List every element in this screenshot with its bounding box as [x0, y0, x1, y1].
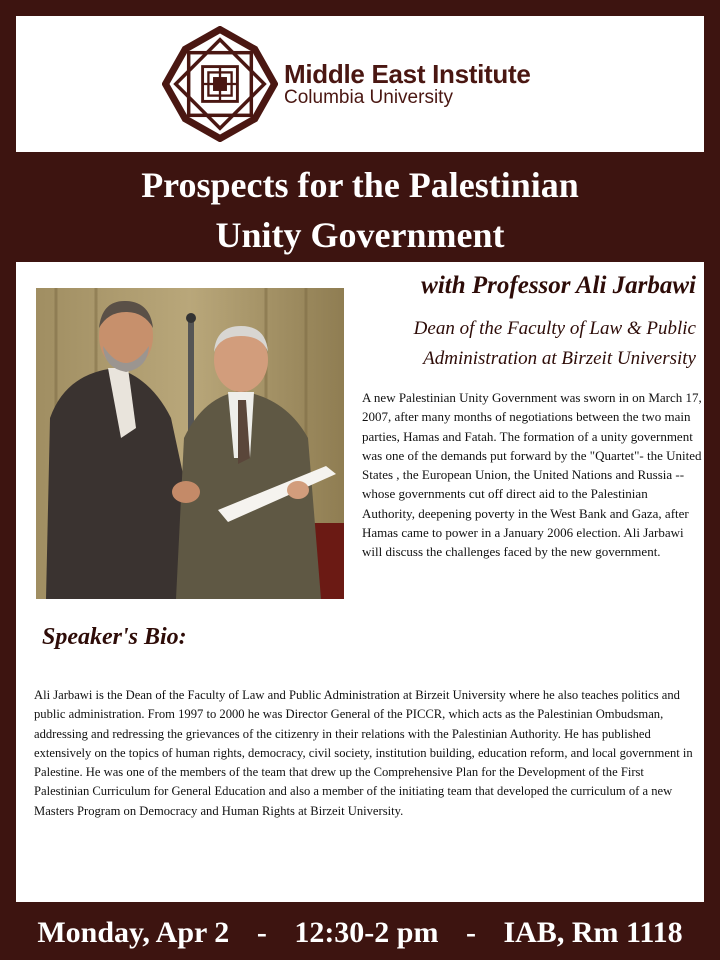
- separator: -: [465, 916, 476, 949]
- speaker-name: with Professor Ali Jarbawi: [421, 272, 696, 299]
- event-time: 12:30-2 pm: [294, 916, 439, 949]
- event-details-footer: [0, 906, 720, 960]
- event-title-line2: Unity Government: [215, 215, 505, 255]
- university-name: Columbia University: [284, 87, 453, 108]
- content-panel: [16, 262, 704, 902]
- event-date: Monday, Apr 2: [37, 916, 230, 949]
- bio-text: Ali Jarbawi is the Dean of the Faculty of Law and Public Administration at Birzeit University where he also teaches politics and public administration. From 1997 to 2000 he was Director General of the PICCR, which acts as the Palestinian Ombudsman, addressing and redressing the grievances of the citizenry in their relations with the Palestinian Authority. He has published extensively on the topics of human rights, democracy, civil society, institution building, education reform, and local government in Palestine. He was one of the members of the team that drew up the Comprehensive Plan for the Development of the First Palestinian Curriculum for General Education and also a member of the initiating team that developed the curriculum of a new Masters Program on Democracy and Human Rights at Birzeit University.: [34, 688, 693, 818]
- institute-name: Middle East Institute: [284, 59, 531, 89]
- speaker-role: [356, 314, 696, 374]
- star-tile-emblem-icon: [162, 26, 278, 142]
- separator: -: [256, 916, 267, 949]
- event-title-line1: Prospects for the Palestinian: [141, 165, 579, 205]
- speaker-photo: [36, 288, 344, 599]
- speaker-role-line2: Administration at Birzeit University: [423, 348, 696, 369]
- bio-heading: Speaker's Bio:: [42, 624, 187, 650]
- event-location: IAB, Rm 1118: [503, 916, 683, 949]
- photo-two-men-handshake: [36, 288, 344, 599]
- event-abstract: A new Palestinian Unity Government was sworn in on March 17, 2007, after many months of negotiations between the two main parties, Hamas and Fatah. The formation of a unity government was one of the demands put forward by the "Quartet"- the United States , the European Union, the United Nations and Russia -- whose governments cut off direct aid to the Palestinian Authority, deepening poverty in the West Bank and Gaza, after Hamas came to power in a January 2006 election. Ali Jarbawi will discuss the challenges faced by the new government.: [362, 390, 702, 560]
- institute-wordmark: [284, 60, 531, 108]
- speaker-role-line1: Dean of the Faculty of Law & Public: [413, 318, 696, 339]
- header-banner: [16, 16, 704, 152]
- event-title: [0, 160, 720, 260]
